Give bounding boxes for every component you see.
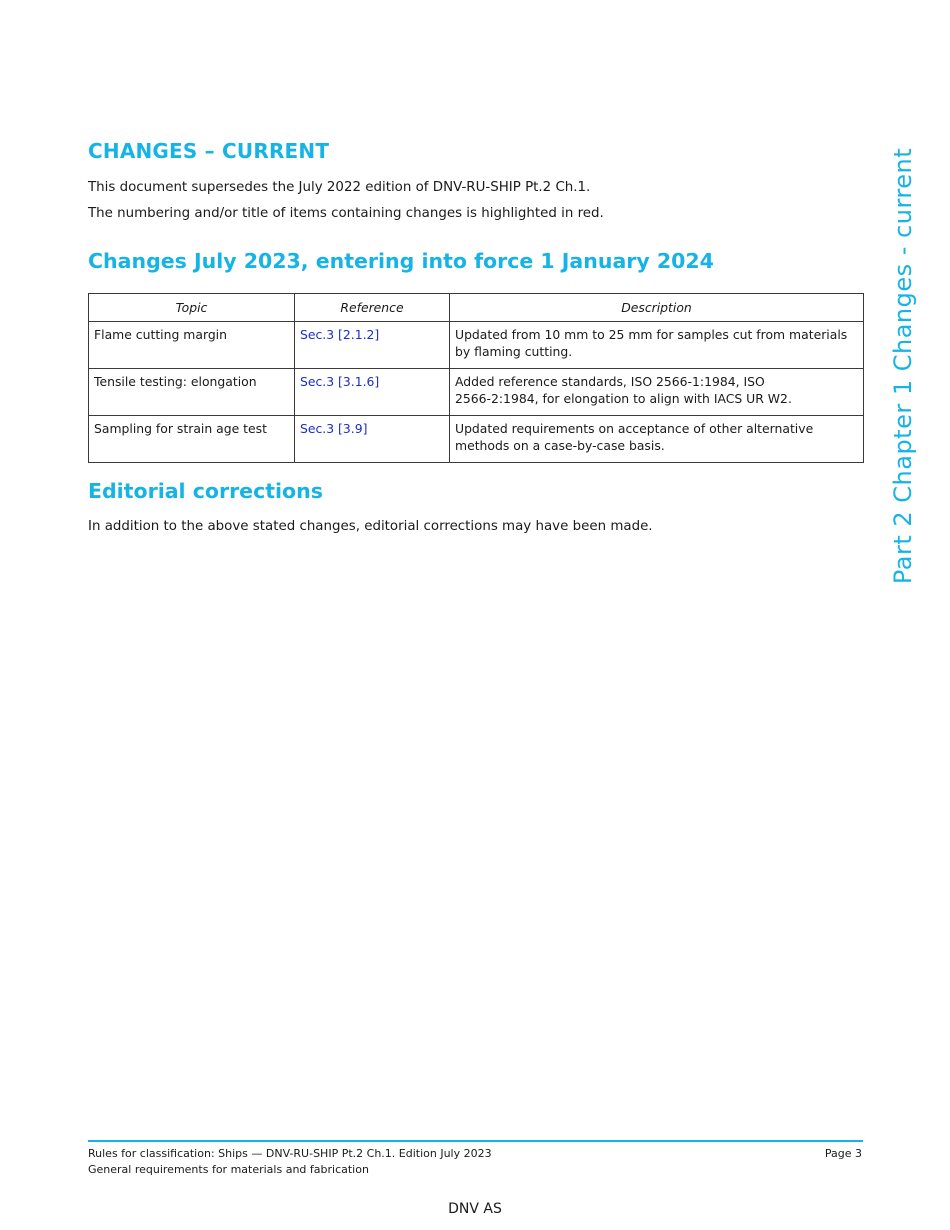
supersedes-paragraph: This document supersedes the July 2022 edition of DNV-RU-SHIP Pt.2 Ch.1. xyxy=(88,180,591,195)
table-row xyxy=(89,322,864,369)
description-line: 2566-2:1984, for elongation to align with IACS UR W2. xyxy=(455,391,792,406)
topic-cell: Tensile testing: elongation xyxy=(89,369,295,416)
topic-cell: Sampling for strain age test xyxy=(89,416,295,463)
description-cell xyxy=(450,369,864,416)
topic-cell: Flame cutting margin xyxy=(89,322,295,369)
description-cell xyxy=(450,322,864,369)
reference-link[interactable]: Sec.3 [2.1.2] xyxy=(300,327,380,342)
section-heading-changes-current: CHANGES – CURRENT xyxy=(88,139,330,163)
reference-cell xyxy=(295,322,450,369)
reference-cell xyxy=(295,416,450,463)
table-header-row xyxy=(89,294,864,322)
description-line: by flaming cutting. xyxy=(455,344,573,359)
table-row xyxy=(89,416,864,463)
section-heading-editorial: Editorial corrections xyxy=(88,479,323,503)
footer-divider xyxy=(88,1140,863,1142)
description-cell xyxy=(450,416,864,463)
footer-page-number: Page 3 xyxy=(824,1147,862,1160)
side-chapter-title: Part 2 Chapter 1 Changes - current xyxy=(889,147,917,585)
highlight-note-paragraph: The numbering and/or title of items containing changes is highlighted in red. xyxy=(88,206,604,221)
footer-rules-title: Rules for classification: Ships — DNV-RU-SHIP Pt.2 Ch.1. Edition July 2023 xyxy=(88,1147,492,1160)
description-line: Updated requirements on acceptance of other alternative xyxy=(455,421,814,436)
description-line: methods on a case-by-case basis. xyxy=(455,438,665,453)
description-line: Added reference standards, ISO 2566-1:1984, ISO xyxy=(455,374,765,389)
footer-document-subtitle: General requirements for materials and fabrication xyxy=(88,1163,369,1176)
reference-link[interactable]: Sec.3 [3.9] xyxy=(300,421,368,436)
column-header-description: Description xyxy=(450,294,864,322)
column-header-topic: Topic xyxy=(89,294,295,322)
column-header-reference: Reference xyxy=(295,294,450,322)
changes-table xyxy=(88,293,864,463)
reference-link[interactable]: Sec.3 [3.1.6] xyxy=(300,374,380,389)
description-line: Updated from 10 mm to 25 mm for samples cut from materials xyxy=(455,327,848,342)
reference-cell xyxy=(295,369,450,416)
editorial-paragraph: In addition to the above stated changes, editorial corrections may have been made. xyxy=(88,519,653,534)
table-row xyxy=(89,369,864,416)
section-heading-changes-july-2023: Changes July 2023, entering into force 1 January 2024 xyxy=(88,249,714,273)
footer-company-name: DNV AS xyxy=(448,1201,502,1217)
